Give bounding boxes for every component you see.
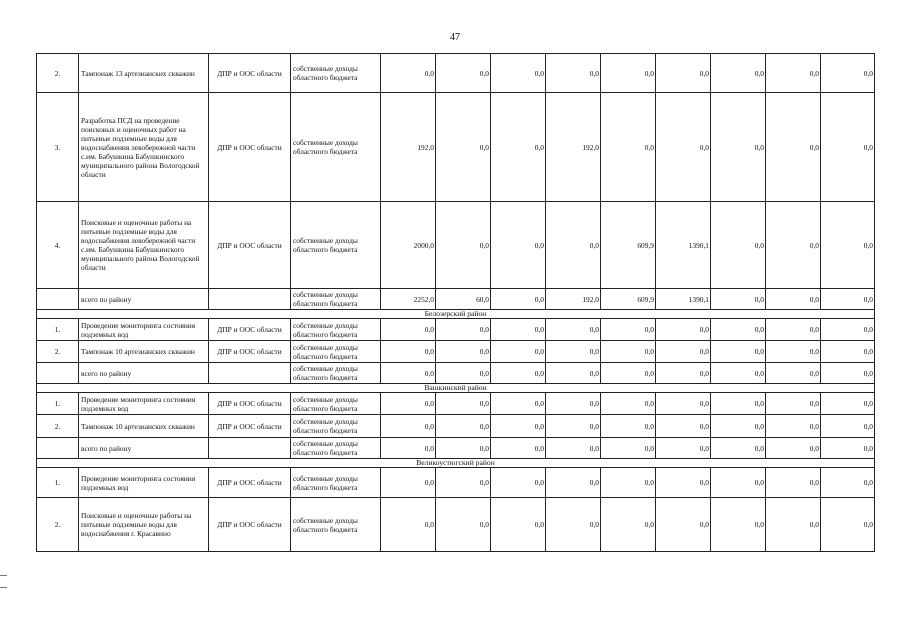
measure-name: всего по району — [79, 363, 209, 384]
district-name: Вашкинский район — [37, 384, 875, 393]
value-cell: 0,0 — [546, 498, 601, 552]
value-cell: 0,0 — [711, 54, 766, 93]
measure-name: Поисковые и оценочные работы на питьевые подземные воды для водоснабжения г. Красавино — [79, 498, 209, 552]
value-cell: 0,0 — [656, 498, 711, 552]
measure-name: Проведение мониторинга состояния подземных вод — [79, 468, 209, 498]
value-cell: 192,0 — [546, 93, 601, 202]
value-cell: 0,0 — [656, 468, 711, 498]
value-cell: 0,0 — [711, 393, 766, 415]
value-cell: 0,0 — [381, 393, 436, 415]
funding-source: собственные доходы областного бюджета — [291, 393, 381, 415]
value-cell: 0,0 — [491, 289, 546, 310]
value-cell: 0,0 — [381, 498, 436, 552]
funding-source: собственные доходы областного бюджета — [291, 363, 381, 384]
value-cell: 0,0 — [656, 438, 711, 459]
table-row — [37, 498, 875, 552]
value-cell: 0,0 — [546, 415, 601, 438]
funding-source: собственные доходы областного бюджета — [291, 202, 381, 289]
value-cell: 0,0 — [601, 468, 656, 498]
budget-table — [36, 53, 875, 552]
value-cell: 0,0 — [546, 54, 601, 93]
value-cell: 0,0 — [491, 54, 546, 93]
value-cell: 609,9 — [601, 202, 656, 289]
value-cell: 0,0 — [546, 202, 601, 289]
executor: ДПР и ООС области — [209, 393, 291, 415]
value-cell: 0,0 — [381, 54, 436, 93]
row-number — [37, 363, 79, 384]
value-cell: 0,0 — [711, 341, 766, 363]
value-cell: 2252,0 — [381, 289, 436, 310]
funding-source: собственные доходы областного бюджета — [291, 289, 381, 310]
value-cell: 0,0 — [821, 319, 875, 341]
value-cell: 0,0 — [436, 468, 491, 498]
district-header-row — [37, 310, 875, 319]
row-number — [37, 438, 79, 459]
table-row — [37, 319, 875, 341]
value-cell: 0,0 — [381, 363, 436, 384]
table-row — [37, 438, 875, 459]
value-cell: 0,0 — [601, 54, 656, 93]
row-number: 1. — [37, 468, 79, 498]
value-cell: 0,0 — [491, 468, 546, 498]
value-cell: 0,0 — [821, 289, 875, 310]
district-header-row — [37, 459, 875, 468]
table-row — [37, 468, 875, 498]
value-cell: 1390,1 — [656, 202, 711, 289]
value-cell: 0,0 — [546, 363, 601, 384]
executor: ДПР и ООС области — [209, 93, 291, 202]
table-row — [37, 363, 875, 384]
value-cell: 0,0 — [601, 438, 656, 459]
value-cell: 0,0 — [711, 438, 766, 459]
value-cell: 0,0 — [436, 202, 491, 289]
value-cell: 0,0 — [601, 498, 656, 552]
row-number: 2. — [37, 415, 79, 438]
value-cell: 0,0 — [546, 438, 601, 459]
page-number: 47 — [450, 32, 460, 43]
value-cell: 0,0 — [711, 363, 766, 384]
value-cell: 0,0 — [711, 468, 766, 498]
value-cell: 0,0 — [656, 363, 711, 384]
funding-source: собственные доходы областного бюджета — [291, 93, 381, 202]
value-cell: 0,0 — [491, 202, 546, 289]
table-row — [37, 289, 875, 310]
funding-source: собственные доходы областного бюджета — [291, 54, 381, 93]
value-cell: 0,0 — [601, 341, 656, 363]
value-cell: 0,0 — [766, 468, 821, 498]
row-number: 3. — [37, 93, 79, 202]
value-cell: 0,0 — [766, 415, 821, 438]
value-cell: 0,0 — [766, 93, 821, 202]
value-cell: 0,0 — [491, 319, 546, 341]
value-cell: 0,0 — [821, 438, 875, 459]
value-cell: 0,0 — [711, 319, 766, 341]
value-cell: 0,0 — [436, 393, 491, 415]
value-cell: 0,0 — [491, 393, 546, 415]
row-number: 2. — [37, 341, 79, 363]
executor: ДПР и ООС области — [209, 498, 291, 552]
value-cell: 0,0 — [491, 363, 546, 384]
table-row — [37, 341, 875, 363]
value-cell: 0,0 — [766, 363, 821, 384]
executor: ДПР и ООС области — [209, 468, 291, 498]
row-number: 1. — [37, 319, 79, 341]
funding-source: собственные доходы областного бюджета — [291, 468, 381, 498]
value-cell: 2000,0 — [381, 202, 436, 289]
value-cell: 0,0 — [436, 415, 491, 438]
edge-mark — [0, 587, 7, 588]
measure-name: Проведение мониторинга состояния подземных вод — [79, 319, 209, 341]
executor — [209, 438, 291, 459]
value-cell: 0,0 — [821, 202, 875, 289]
value-cell: 0,0 — [491, 498, 546, 552]
executor: ДПР и ООС области — [209, 415, 291, 438]
executor: ДПР и ООС области — [209, 202, 291, 289]
budget-table-sheet — [36, 53, 875, 552]
value-cell: 0,0 — [711, 498, 766, 552]
executor — [209, 289, 291, 310]
value-cell: 0,0 — [766, 438, 821, 459]
value-cell: 0,0 — [381, 319, 436, 341]
value-cell: 0,0 — [711, 415, 766, 438]
value-cell: 0,0 — [546, 319, 601, 341]
funding-source: собственные доходы областного бюджета — [291, 438, 381, 459]
value-cell: 0,0 — [381, 438, 436, 459]
value-cell: 0,0 — [821, 341, 875, 363]
value-cell: 0,0 — [656, 393, 711, 415]
measure-name: Тампонаж 10 артезианских скважин — [79, 341, 209, 363]
value-cell: 0,0 — [436, 363, 491, 384]
value-cell: 0,0 — [766, 289, 821, 310]
row-number: 4. — [37, 202, 79, 289]
value-cell: 0,0 — [821, 93, 875, 202]
value-cell: 0,0 — [766, 393, 821, 415]
executor: ДПР и ООС области — [209, 319, 291, 341]
funding-source: собственные доходы областного бюджета — [291, 341, 381, 363]
table-row — [37, 93, 875, 202]
value-cell: 0,0 — [601, 93, 656, 202]
value-cell: 0,0 — [711, 289, 766, 310]
value-cell: 0,0 — [491, 415, 546, 438]
executor: ДПР и ООС области — [209, 54, 291, 93]
value-cell: 0,0 — [766, 498, 821, 552]
table-row — [37, 393, 875, 415]
executor: ДПР и ООС области — [209, 341, 291, 363]
value-cell: 0,0 — [601, 319, 656, 341]
value-cell: 609,9 — [601, 289, 656, 310]
value-cell: 0,0 — [436, 93, 491, 202]
value-cell: 0,0 — [381, 415, 436, 438]
district-header-row — [37, 384, 875, 393]
value-cell: 0,0 — [821, 393, 875, 415]
district-name: Белозерский район — [37, 310, 875, 319]
value-cell: 0,0 — [821, 498, 875, 552]
value-cell: 0,0 — [436, 341, 491, 363]
value-cell: 0,0 — [491, 93, 546, 202]
table-row — [37, 202, 875, 289]
value-cell: 0,0 — [656, 415, 711, 438]
value-cell: 0,0 — [711, 202, 766, 289]
value-cell: 0,0 — [436, 54, 491, 93]
value-cell: 0,0 — [766, 54, 821, 93]
measure-name: Тампонаж 10 артезианских скважин — [79, 415, 209, 438]
value-cell: 0,0 — [821, 468, 875, 498]
row-number: 2. — [37, 498, 79, 552]
value-cell: 0,0 — [766, 341, 821, 363]
value-cell: 0,0 — [656, 341, 711, 363]
value-cell: 0,0 — [546, 341, 601, 363]
measure-name: Поисковые и оценочные работы на питьевые подземные воды для водоснабжения левобережной части с.им. Бабушкина Бабушкинского муниципального района Вологодской области — [79, 202, 209, 289]
measure-name: всего по району — [79, 289, 209, 310]
value-cell: 0,0 — [601, 363, 656, 384]
value-cell: 0,0 — [656, 93, 711, 202]
value-cell: 0,0 — [436, 498, 491, 552]
value-cell: 0,0 — [766, 202, 821, 289]
measure-name: всего по району — [79, 438, 209, 459]
value-cell: 0,0 — [656, 54, 711, 93]
measure-name: Тампонаж 13 артезианских скважин — [79, 54, 209, 93]
edge-mark — [0, 575, 7, 576]
value-cell: 0,0 — [491, 438, 546, 459]
value-cell: 0,0 — [766, 319, 821, 341]
value-cell: 0,0 — [546, 468, 601, 498]
table-row — [37, 54, 875, 93]
table-body — [37, 54, 875, 552]
executor — [209, 363, 291, 384]
value-cell: 0,0 — [711, 93, 766, 202]
value-cell: 0,0 — [601, 393, 656, 415]
value-cell: 0,0 — [821, 415, 875, 438]
value-cell: 0,0 — [436, 438, 491, 459]
value-cell: 0,0 — [381, 468, 436, 498]
district-name: Великоустюгский район — [37, 459, 875, 468]
value-cell: 0,0 — [436, 319, 491, 341]
row-number: 2. — [37, 54, 79, 93]
value-cell: 0,0 — [381, 341, 436, 363]
table-row — [37, 415, 875, 438]
measure-name: Разработка ПСД на проведение поисковых и оценочных работ на питьевые подземные воды для водоснабжения левобережной части с.им. Бабушкина Бабушкинского муниципального района Вологодской области — [79, 93, 209, 202]
value-cell: 0,0 — [546, 393, 601, 415]
value-cell: 192,0 — [546, 289, 601, 310]
value-cell: 0,0 — [821, 54, 875, 93]
funding-source: собственные доходы областного бюджета — [291, 415, 381, 438]
value-cell: 60,0 — [436, 289, 491, 310]
measure-name: Проведение мониторинга состояния подземных вод — [79, 393, 209, 415]
funding-source: собственные доходы областного бюджета — [291, 319, 381, 341]
row-number: 1. — [37, 393, 79, 415]
value-cell: 1390,1 — [656, 289, 711, 310]
value-cell: 0,0 — [491, 341, 546, 363]
row-number — [37, 289, 79, 310]
funding-source: собственные доходы областного бюджета — [291, 498, 381, 552]
value-cell: 192,0 — [381, 93, 436, 202]
value-cell: 0,0 — [656, 319, 711, 341]
value-cell: 0,0 — [821, 363, 875, 384]
value-cell: 0,0 — [601, 415, 656, 438]
